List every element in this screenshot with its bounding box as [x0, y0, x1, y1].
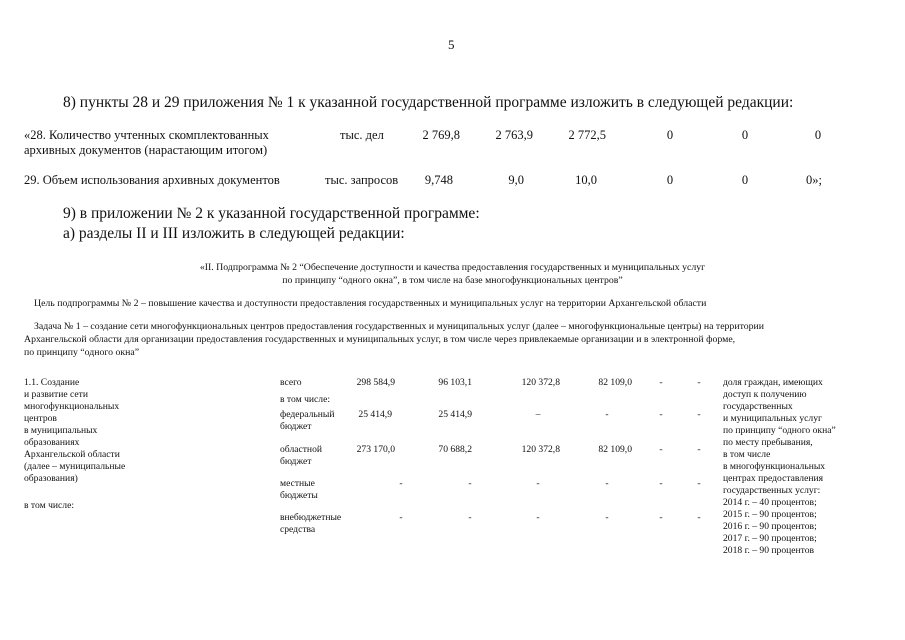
funding-total-value: - [697, 377, 701, 388]
result-line: в многофункциональных [723, 461, 826, 472]
funding-regional-value: - [659, 444, 663, 455]
result-line: по принципу “одного окна” [723, 425, 836, 436]
funding-extrabudget-value: - [605, 512, 609, 523]
measure-name-line: многофункциональных [24, 401, 120, 412]
measure-name-line: центров [24, 413, 57, 424]
indicator-29-value: 9,748 [424, 173, 453, 187]
measure-including-label: в том числе: [24, 500, 75, 511]
result-line: доля граждан, имеющих [723, 377, 823, 388]
funding-local-value: - [468, 478, 472, 489]
item-8-heading: 8) пункты 28 и 29 приложения № 1 к указанной государственной программе изложить в следующей редакции: [63, 94, 794, 111]
funding-federal-value: 25 414,9 [438, 409, 472, 420]
measure-name-line: 1.1. Создание [24, 377, 80, 388]
funding-extrabudget-value: - [536, 512, 540, 523]
section-title-line2: по принципу “одного окна”, в том числе на базе многофункциональных центров” [282, 275, 623, 286]
funding-regional-value: 82 109,0 [598, 444, 632, 455]
funding-federal-value: – [535, 409, 541, 420]
funding-source-including: в том числе: [280, 394, 331, 405]
measure-name-line: образования) [24, 473, 78, 484]
subprogram-goal: Цель подпрограммы № 2 – повышение качества и доступности предоставления государственных и муниципальных услуг на территории Архангельской области [34, 298, 707, 309]
funding-federal-value: - [697, 409, 701, 420]
indicator-29-value: 0 [666, 173, 674, 187]
funding-local-value: - [605, 478, 609, 489]
indicator-28-name-line2: архивных документов (нарастающим итогом) [24, 143, 268, 157]
measure-name-line: образованиях [24, 437, 80, 448]
result-line: государственных услуг: [723, 485, 821, 496]
indicator-28-value: 2 769,8 [422, 128, 460, 142]
indicator-29-unit: тыс. запросов [325, 173, 399, 187]
task-line1: Задача № 1 – создание сети многофункциональных центров предоставления государственных и муниципальных услуг (далее – многофункциональные центры) на территории [34, 321, 765, 332]
funding-federal-value: 25 414,9 [358, 409, 392, 420]
funding-source-regional: областной бюджет [280, 444, 323, 467]
result-line: государственных [723, 401, 793, 412]
funding-total-value: 120 372,8 [521, 377, 560, 388]
indicator-28-unit: тыс. дел [340, 128, 384, 142]
result-line: и муниципальных услуг [723, 413, 822, 424]
result-line: 2018 г. – 90 процентов [723, 545, 815, 556]
funding-regional-value: - [697, 444, 701, 455]
measure-name-line: и развитие сети [24, 389, 88, 400]
section-title-line1: «II. Подпрограмма № 2 “Обеспечение доступности и качества предоставления государственных и муниципальных услуг [199, 262, 706, 273]
indicator-29-name: 29. Объем использования архивных документов [24, 173, 280, 187]
funding-federal-value: - [605, 409, 609, 420]
result-indicator [723, 377, 836, 557]
funding-local-value: - [697, 478, 701, 489]
funding-source-extrabudget: внебюджетные средства [280, 512, 342, 535]
funding-total-value: 96 103,1 [438, 377, 472, 388]
result-line: по месту пребывания, [723, 437, 813, 448]
indicator-29-value: 10,0 [575, 173, 597, 187]
funding-regional-value: 70 688,2 [438, 444, 472, 455]
funding-extrabudget-value: - [468, 512, 472, 523]
funding-extrabudget-value: - [697, 512, 701, 523]
measure-name [24, 377, 125, 485]
result-line: 2017 г. – 90 процентов; [723, 533, 817, 544]
funding-source-local: местные бюджеты [280, 478, 318, 501]
indicator-28-value: 0 [741, 128, 749, 142]
result-line: в том числе [723, 449, 771, 460]
indicator-29-value: 0 [741, 173, 749, 187]
funding-regional-value: 273 170,0 [356, 444, 395, 455]
indicator-28-name-line1: «28. Количество учтенных скомплектованных [24, 128, 269, 142]
item-9-heading: 9) в приложении № 2 к указанной государственной программе: [63, 205, 480, 222]
result-line: 2015 г. – 90 процентов; [723, 509, 817, 520]
funding-extrabudget-value: - [659, 512, 663, 523]
funding-local-value: - [659, 478, 663, 489]
indicator-28-value: 0 [666, 128, 674, 142]
measure-name-line: Архангельской области [24, 449, 120, 460]
funding-source-federal: федеральный бюджет [280, 409, 335, 432]
funding-regional-value: 120 372,8 [521, 444, 560, 455]
indicator-28-value: 2 763,9 [495, 128, 533, 142]
indicator-29-value: 0»; [806, 173, 822, 187]
measure-name-line: в муниципальных [24, 425, 98, 436]
funding-extrabudget-value: - [399, 512, 403, 523]
task-line2: Архангельской области для организации предоставления государственных и муниципальных услуг, в том числе через привлекаемые организации и в электронной форме, [24, 334, 736, 345]
result-line: 2014 г. – 40 процентов; [723, 497, 817, 508]
result-line: центрах предоставления [723, 473, 824, 484]
indicator-29-value: 9,0 [508, 173, 524, 187]
funding-total-value: - [659, 377, 663, 388]
funding-total-value: 298 584,9 [356, 377, 395, 388]
page-number: 5 [448, 37, 455, 52]
result-line: доступ к получению [723, 389, 807, 400]
task-line3: по принципу “одного окна” [24, 347, 140, 358]
indicator-28-value: 0 [814, 128, 822, 142]
measure-name-line: (далее – муниципальные [24, 461, 126, 472]
funding-source-total: всего [280, 377, 302, 388]
funding-local-value: - [399, 478, 403, 489]
funding-local-value: - [536, 478, 540, 489]
indicator-28-value: 2 772,5 [568, 128, 606, 142]
funding-federal-value: - [659, 409, 663, 420]
item-9a-heading: а) разделы II и III изложить в следующей редакции: [63, 225, 405, 242]
funding-total-value: 82 109,0 [598, 377, 632, 388]
result-line: 2016 г. – 90 процентов; [723, 521, 817, 532]
